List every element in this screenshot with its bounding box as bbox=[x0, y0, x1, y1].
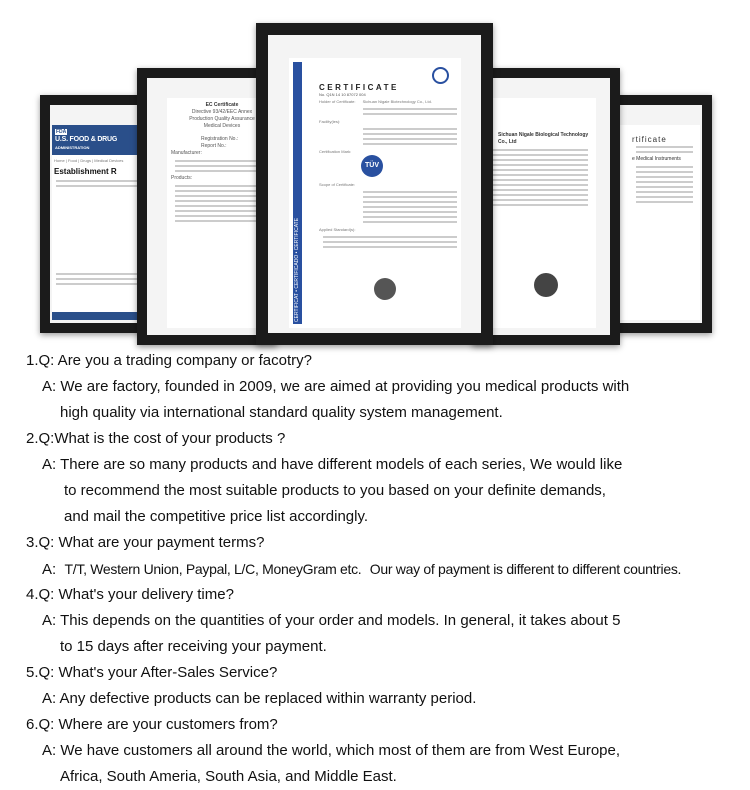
cert5-company: e Medical Instruments bbox=[632, 156, 681, 162]
faq-q3: 3.Q: What are your payment terms? bbox=[26, 534, 265, 551]
fda-heading: Establishment R bbox=[54, 167, 117, 176]
iso-certificate-frame bbox=[472, 68, 620, 345]
faq-a2-3: and mail the competitive price list accordingly. bbox=[64, 508, 369, 525]
tuv-title: CERTIFICATE bbox=[319, 83, 399, 92]
ec-label-manufacturer: Manufacturer: bbox=[171, 150, 202, 156]
faq-q5: 5.Q: What's your After-Sales Service? bbox=[26, 664, 278, 681]
fda-title: U.S. FOOD & DRUG bbox=[55, 136, 118, 143]
faq-a3 bbox=[42, 556, 681, 583]
faq-a3-methods: T/T, Western Union, Paypal, L/C, MoneyGram etc. bbox=[64, 561, 362, 577]
fda-nav-devices: Medical Devices bbox=[94, 158, 124, 163]
tuv-facility-label: Facility(ies): bbox=[319, 119, 341, 124]
tuv-certificate-frame bbox=[256, 23, 493, 345]
tuv-standards-label: Applied Standard(s): bbox=[319, 227, 356, 232]
faq-q1: 1.Q: Are you a trading company or facotry? bbox=[26, 352, 312, 369]
faq-a1-1: A: We are factory, founded in 2009, we are aimed at providing you medical products with bbox=[42, 378, 630, 395]
ec-label-products: Products: bbox=[171, 175, 193, 181]
tuv-mark-label: Certification Mark: bbox=[319, 149, 352, 154]
ec-line-2: Production Quality Assurance bbox=[189, 116, 255, 122]
tuv-mark: TÜV bbox=[361, 155, 383, 177]
tuv-holder-label: Holder of Certificate: bbox=[319, 99, 356, 104]
faq-a2-1: A: There are so many products and have different models of each series, We would like bbox=[42, 456, 623, 473]
fda-nav-food: Food bbox=[67, 158, 78, 163]
ec-label-reg: Registration No.: bbox=[201, 136, 239, 142]
tuv-holder: Sichuan Nigale Biotechnology Co., Ltd. bbox=[362, 99, 432, 104]
fda-subtitle: ADMINISTRATION bbox=[55, 145, 90, 150]
faq-q6: 6.Q: Where are your customers from? bbox=[26, 716, 278, 733]
faq-a6-2: Africa, South Ameria, South Asia, and Middle East. bbox=[60, 768, 397, 785]
faq-a4-1: A: This depends on the quantities of your order and models. In general, it takes about 5 bbox=[42, 612, 621, 629]
faq-a4-2: to 15 days after receiving your payment. bbox=[60, 638, 327, 655]
faq-a1-2: high quality via international standard quality system management. bbox=[60, 404, 503, 421]
fda-nav-home: Home bbox=[54, 158, 65, 163]
tuv-no: No. Q1N 14 10 87072 004 bbox=[319, 92, 366, 97]
tuv-logo-small bbox=[432, 67, 449, 84]
faq-q4: 4.Q: What's your delivery time? bbox=[26, 586, 234, 603]
fda-certificate-frame: FDA U.S. FOOD & DRUG ADMINISTRATION Home | Food | Drugs | Medical Devices Establishment R bbox=[40, 95, 170, 333]
faq-a3-rest: Our way of payment is different to different countries. bbox=[369, 561, 682, 577]
faq-a5: A: Any defective products can be replaced within warranty period. bbox=[42, 690, 477, 707]
cert5-title: rtificate bbox=[632, 135, 667, 144]
ec-title: EC Certificate bbox=[205, 102, 239, 108]
fda-logo: FDA bbox=[56, 129, 67, 135]
ec-line-3: Medical Devices bbox=[203, 123, 241, 129]
ec-label-report: Report No.: bbox=[201, 143, 227, 149]
tuv-side-text: CERTIFICAT • CERTIFICADO • CERTIFICATE bbox=[294, 217, 300, 322]
tuv-scope-label: Scope of Certificate: bbox=[319, 182, 356, 187]
faq-a6-1: A: We have customers all around the world, which most of them are from West Europe, bbox=[42, 742, 621, 759]
faq-a3-prefix: A: bbox=[42, 561, 57, 578]
iso-company: Sichuan Nigale Biological Technology Co., Ltd bbox=[498, 132, 589, 145]
faq-a2-2: to recommend the most suitable products to you based on your definite demands, bbox=[64, 482, 606, 499]
faq-q2: 2.Q:What is the cost of your products ? bbox=[26, 430, 286, 447]
ec-line-1: Directive 93/42/EEC Annex bbox=[191, 109, 253, 115]
fda-nav-drugs: Drugs bbox=[80, 158, 91, 163]
